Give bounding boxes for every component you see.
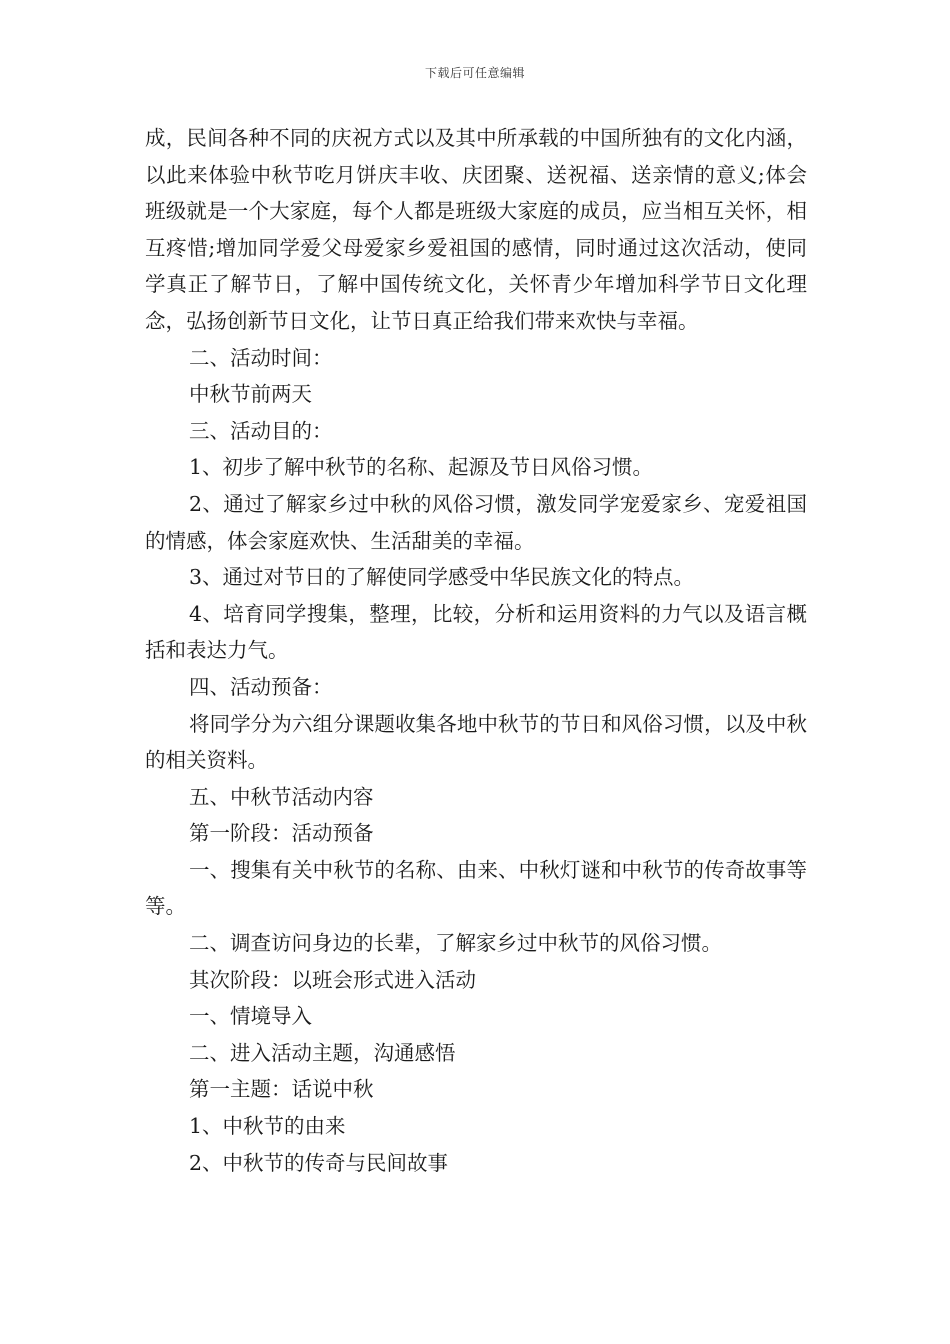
- list-item: 一、搜集有关中秋节的名称、由来、中秋灯谜和中秋节的传奇故事等等。: [145, 857, 807, 919]
- section-heading-preparation: 四、活动预备：: [189, 674, 333, 699]
- list-item: 一、情境导入: [189, 1004, 312, 1029]
- paragraph: 中秋节前两天: [189, 382, 312, 407]
- topic-heading: 第一主题：话说中秋: [189, 1077, 374, 1102]
- list-item: 2、中秋节的传奇与民间故事: [189, 1150, 449, 1175]
- paragraph: 将同学分为六组分课题收集各地中秋节的节日和风俗习惯，以及中秋的相关资料。: [145, 711, 807, 773]
- section-heading-content: 五、中秋节活动内容: [189, 784, 374, 809]
- stage-heading: 第一阶段：活动预备: [189, 821, 374, 846]
- stage-heading: 其次阶段：以班会形式进入活动: [189, 967, 476, 992]
- page-header: 下载后可任意编辑: [424, 66, 525, 80]
- paragraph-continuation: 成，民间各种不同的庆祝方式以及其中所承载的中国所独有的文化内涵，以此来体验中秋节吃月饼庆丰收、庆团聚、送祝福、送亲情的意义;体会班级就是一个大家庭，每个人都是班级大家庭的成员，应当相互关怀，相互疼惜;增加同学爱父母爱家乡爱祖国的感情，同时通过这次活动，使同学真正了解节日，了解中国传统文化，关怀青少年增加科学节日文化理念，弘扬创新节日文化，让节日真正给我们带来欢快与幸福。: [145, 126, 807, 333]
- list-item: 4、培育同学搜集，整理，比较，分析和运用资料的力气以及语言概括和表达力气。: [145, 601, 807, 663]
- section-heading-purpose: 三、活动目的：: [189, 418, 333, 443]
- list-item: 二、进入活动主题，沟通感悟: [189, 1040, 456, 1065]
- document-body: [145, 120, 807, 1181]
- list-item: 2、通过了解家乡过中秋的风俗习惯，激发同学宠爱家乡、宠爱祖国的情感，体会家庭欢快、生活甜美的幸福。: [145, 491, 807, 553]
- list-item: 1、初步了解中秋节的名称、起源及节日风俗习惯。: [189, 455, 654, 480]
- list-item: 二、调查访问身边的长辈，了解家乡过中秋节的风俗习惯。: [189, 931, 722, 956]
- section-heading-time: 二、活动时间：: [189, 345, 333, 370]
- list-item: 3、通过对节日的了解使同学感受中华民族文化的特点。: [189, 565, 695, 590]
- list-item: 1、中秋节的由来: [189, 1114, 346, 1139]
